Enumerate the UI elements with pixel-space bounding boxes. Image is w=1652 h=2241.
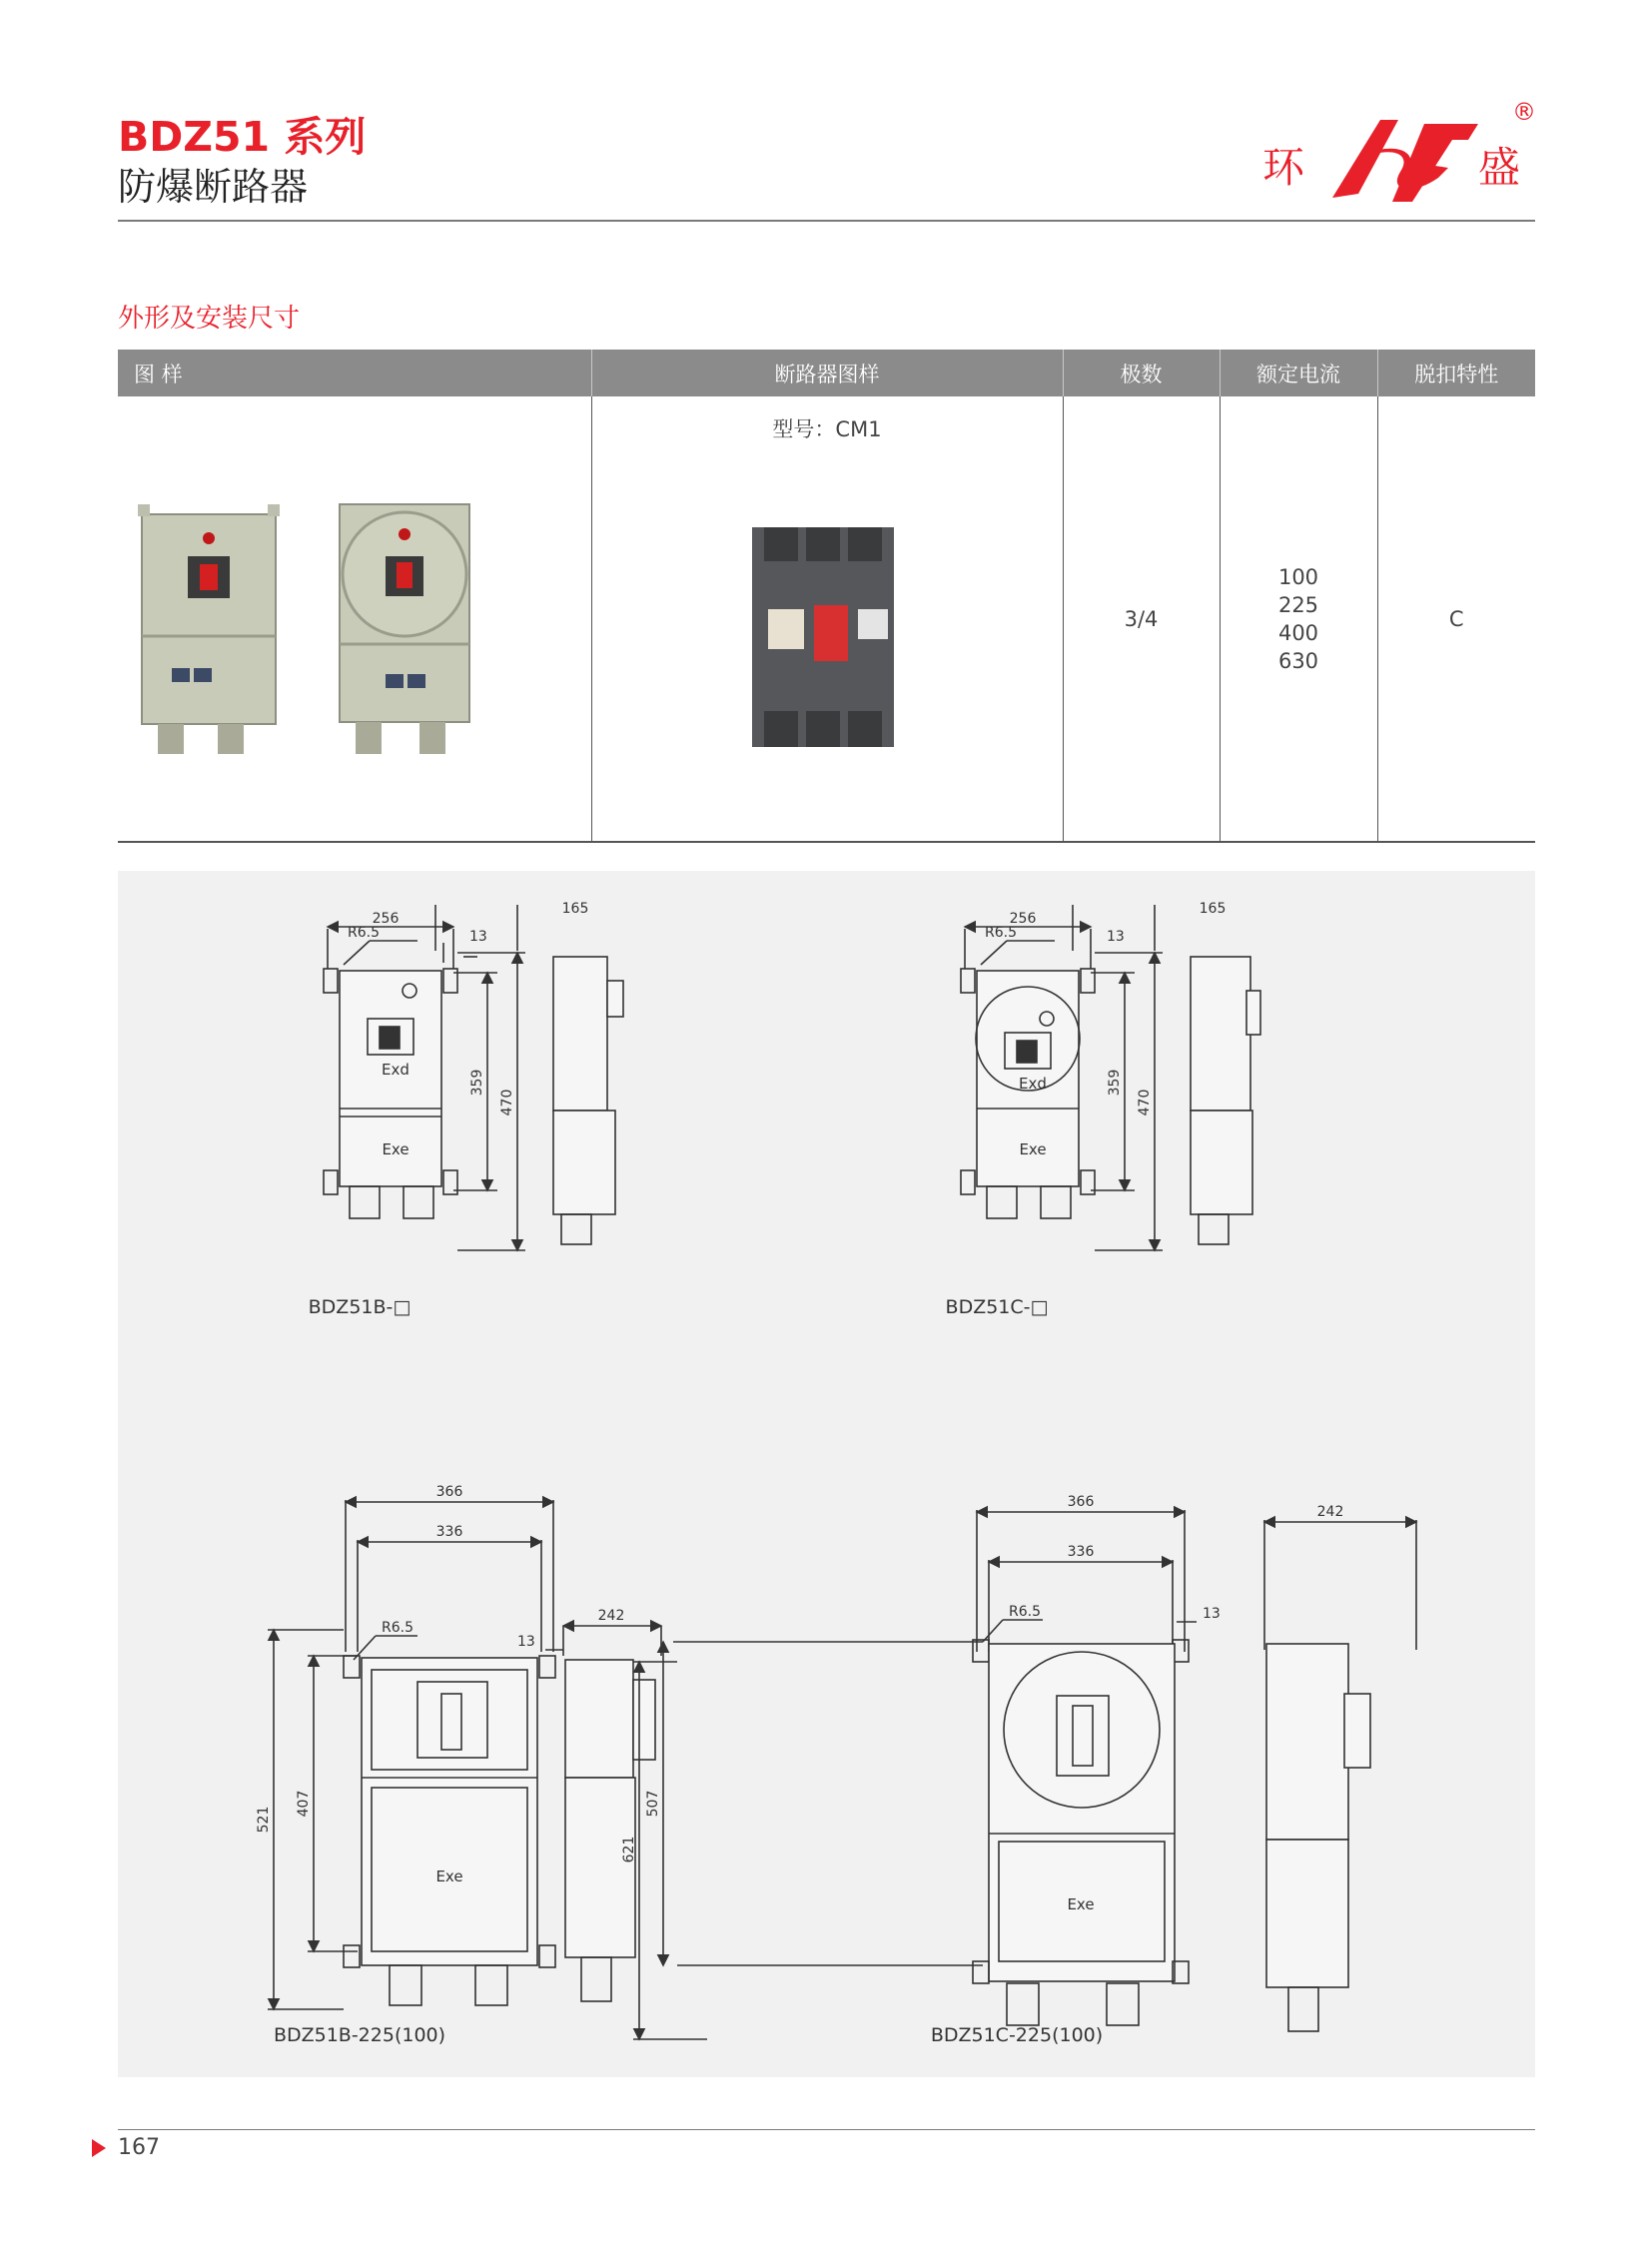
lower-label: Exe [382,1140,410,1158]
rated-current-value: 400 [1277,620,1319,645]
header-rated-current: 额定电流 [1220,350,1377,396]
upper-label: Exd [382,1061,410,1079]
dim-side: 165 [561,901,589,917]
page-number-text: 167 [118,2135,160,2160]
dimension-drawings [118,871,1535,2077]
brand-logo [1262,98,1542,210]
caption: BDZ51B-□ [308,1296,412,1318]
poles-cell: 3/4 [1063,396,1220,842]
breaker-model: 型号：CM1 [772,416,882,441]
dim-height-2: 621 [621,1836,637,1864]
drawing-bdz51c-225-labels [621,1494,1343,2046]
dim-side: 242 [597,1608,625,1624]
dim-inner-width: 336 [1067,1544,1095,1560]
dim-height-1: 507 [645,1790,661,1818]
dim-side: 242 [1316,1504,1344,1520]
breaker-photo-cell [591,396,1063,842]
page-number [92,2135,160,2160]
dim-width: 256 [1009,911,1037,927]
lower-label: Exe [1019,1140,1047,1158]
spec-table [118,350,1535,843]
dim-radius: R6.5 [985,925,1017,941]
product-photos [118,396,591,836]
dim-height-1: 359 [469,1069,485,1097]
header-poles: 极数 [1063,350,1220,396]
dim-width: 366 [1067,1494,1095,1510]
trip-characteristic-cell: C [1377,396,1535,842]
rated-current-value: 225 [1277,592,1319,617]
dim-height-2: 470 [499,1089,515,1117]
lower-label: Exe [1067,1895,1095,1913]
product-photos-cell [118,396,591,842]
dim-height-1: 407 [296,1790,312,1818]
upper-label: Exd [1019,1075,1047,1093]
lower-label: Exe [435,1868,463,1885]
dim-inner-width: 336 [435,1524,463,1540]
breaker-photo [592,399,1064,839]
header-divider [118,220,1535,222]
dim-height-1: 359 [1107,1069,1123,1097]
spec-table-header [118,350,1535,396]
rated-current-list [1221,563,1377,675]
page-arrow-icon [92,2139,106,2157]
registered-mark: ® [1512,98,1536,126]
dim-width: 366 [435,1484,463,1500]
series-title: BDZ51 系列 [118,113,367,161]
dimension-drawing-panel [118,871,1535,2077]
section-title: 外形及安装尺寸 [118,304,301,334]
logo-left-char: 环 [1262,143,1305,192]
table-row [118,396,1535,842]
footer-divider [118,2129,1535,2130]
rated-current-cell [1220,396,1377,842]
photo-enclosure-b [138,504,280,754]
dim-radius: R6.5 [1009,1604,1041,1620]
dim-side: 165 [1199,901,1227,917]
dim-radius: R6.5 [348,925,380,941]
logo-right-char: 盛 [1478,143,1521,192]
dim-gap: 13 [1107,929,1125,945]
drawing-bdz51b-225 [268,1500,661,2009]
caption: BDZ51B-225(100) [273,2024,446,2046]
dim-height-2: 521 [256,1806,272,1834]
dim-gap: 13 [469,929,487,945]
dim-gap: 13 [517,1634,535,1650]
photo-enclosure-c [340,504,469,754]
dim-radius: R6.5 [382,1620,413,1636]
dim-height-2: 470 [1137,1089,1153,1117]
rated-current-value: 630 [1277,648,1319,673]
header-breaker-figure: 断路器图样 [591,350,1063,396]
dim-width: 256 [372,911,400,927]
dim-gap: 13 [1203,1606,1221,1622]
header-figure: 图 样 [118,350,591,396]
product-name: 防爆断路器 [118,165,309,209]
rated-current-value: 100 [1277,564,1319,589]
logo-mark-stroke-1 [1332,120,1398,198]
drawing-bdz51c-225 [633,1510,1416,2039]
caption: BDZ51C-□ [945,1296,1049,1318]
header-trip-characteristic: 脱扣特性 [1377,350,1535,396]
caption: BDZ51C-225(100) [930,2024,1104,2046]
